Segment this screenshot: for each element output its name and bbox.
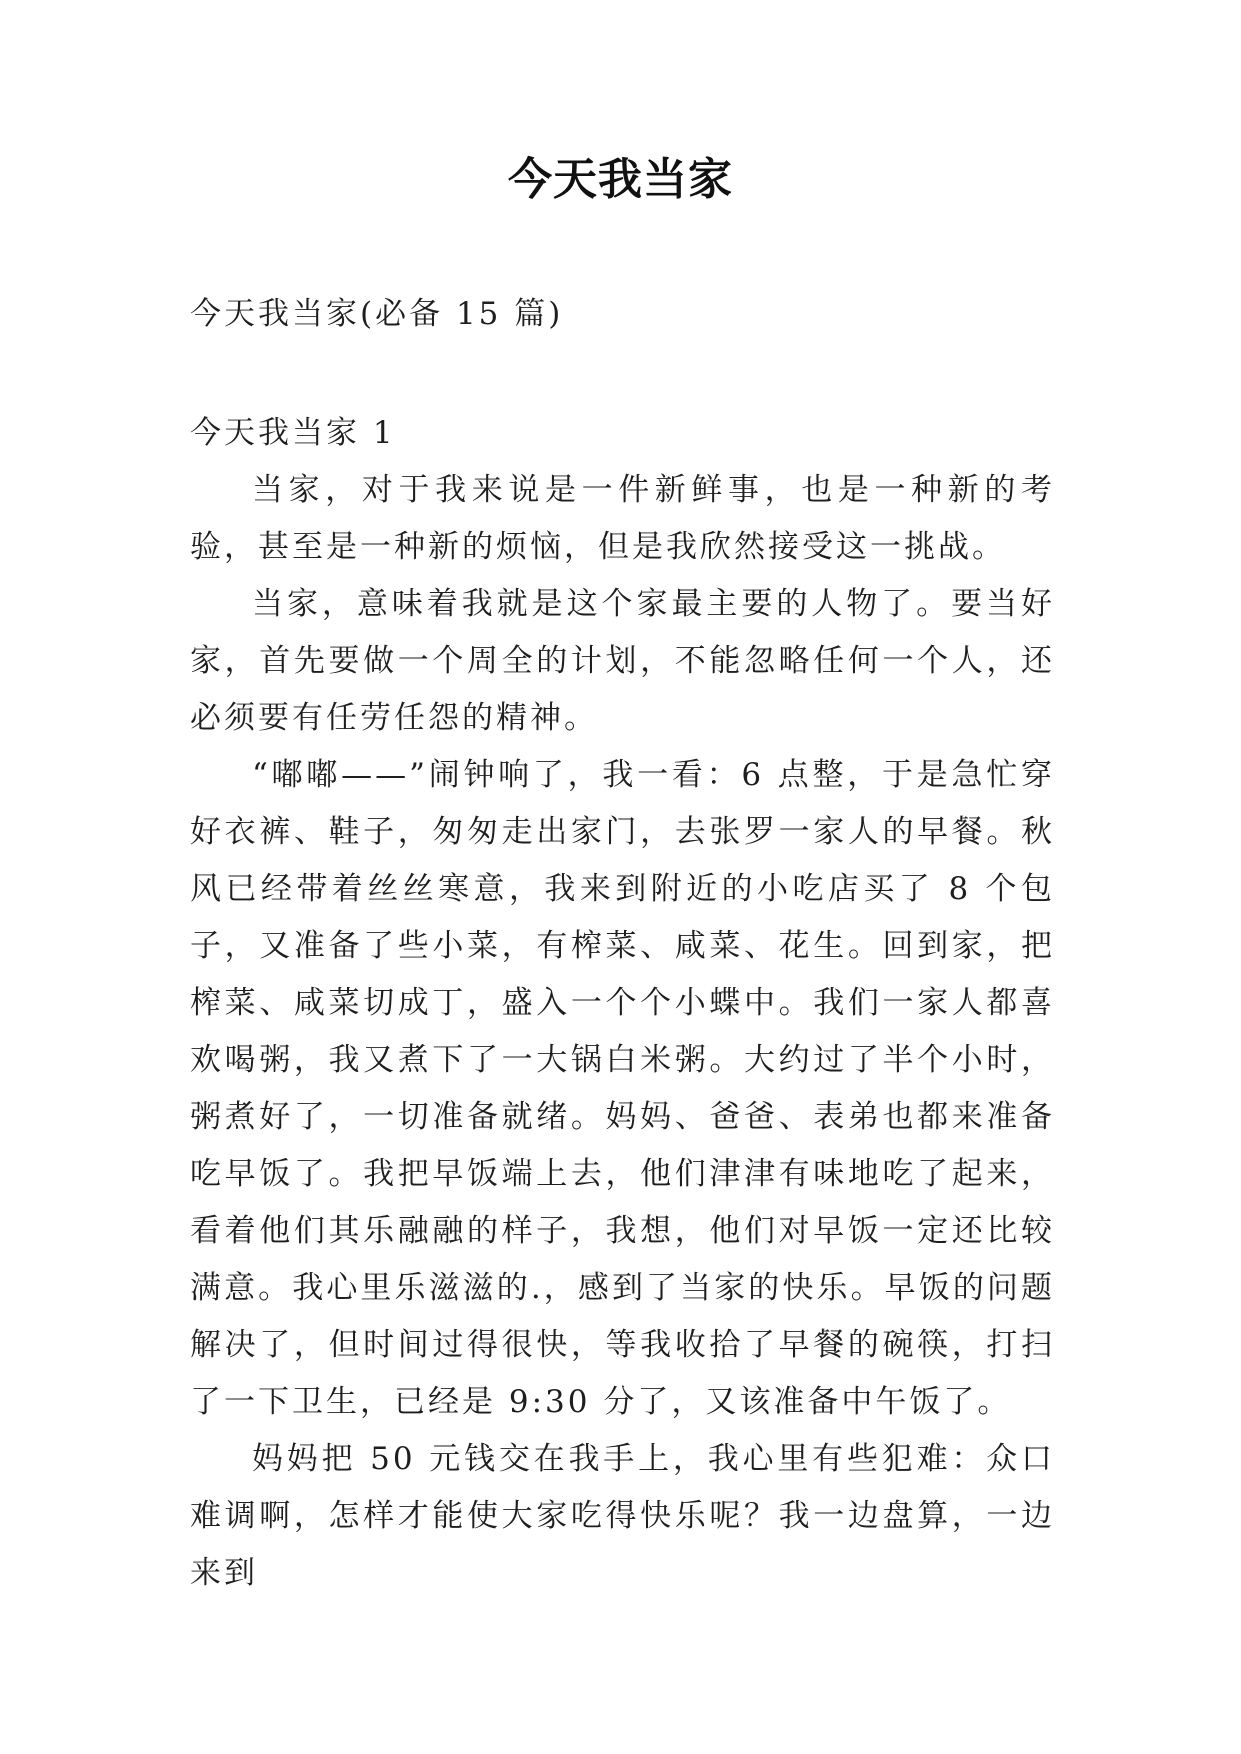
- paragraph: “嘟嘟——”闹钟响了，我一看：6 点整，于是急忙穿好衣裤、鞋子，匆匆走出家门，去张罗一家人的早餐。秋风已经带着丝丝寒意，我来到附近的小吃店买了 8 个包子，又准备了些小菜，有榨菜、咸菜、花生。回到家，把榨菜、咸菜切成丁，盛入一个个小蝶中。我们一家人都喜欢喝粥，我又煮下了一大锅白米粥。大约过了半个小时，粥煮好了，一切准备就绪。妈妈、爸爸、表弟也都来准备吃早饭了。我把早饭端上去，他们津津有味地吃了起来，看着他们其乐融融的样子，我想，他们对早饭一定还比较满意。我心里乐滋滋的.，感到了当家的快乐。早饭的问题解决了，但时间过得很快，等我收拾了早餐的碗筷，打扫了一下卫生，已经是 9:30 分了，又该准备中午饭了。: [190, 757, 1055, 1420]
- article-body: [190, 462, 1055, 1602]
- paragraph: 妈妈把 50 元钱交在我手上，我心里有些犯难：众口难调啊，怎样才能使大家吃得快乐呢？我一边盘算，一边来到: [190, 1441, 1055, 1591]
- paragraph: 当家，对于我来说是一件新鲜事，也是一种新的考验，甚至是一种新的烦恼，但是我欣然接受这一挑战。: [190, 472, 1055, 565]
- document-title: 今天我当家: [508, 154, 733, 205]
- document-subtitle: 今天我当家(必备 15 篇): [190, 296, 564, 332]
- paragraph: 当家，意味着我就是这个家最主要的人物了。要当好家，首先要做一个周全的计划，不能忽略任何一个人，还必须要有任劳任怨的精神。: [190, 586, 1055, 736]
- section-heading: 今天我当家 1: [190, 415, 396, 451]
